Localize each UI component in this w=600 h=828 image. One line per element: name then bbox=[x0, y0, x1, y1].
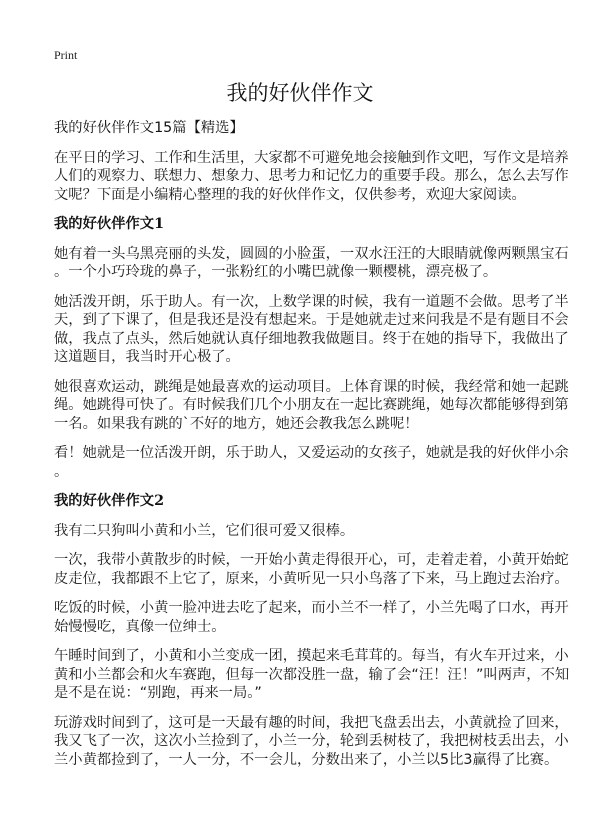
paragraph-line: 我又飞了一次，这次小兰捡到了，小兰一分，轮到丢树枝了，我把树枝丢出去，小 bbox=[54, 733, 569, 749]
paragraph-line: 。 bbox=[54, 463, 69, 480]
paragraph-line: 做，我点了点头，然后她就认真仔细地教我做题目。终于在她的指导下，我做出了 bbox=[54, 330, 569, 347]
section-heading: 我的好伙伴作文1 bbox=[54, 216, 165, 232]
print-link[interactable]: Print bbox=[54, 48, 78, 62]
section-heading: 我的好伙伴作文2 bbox=[54, 493, 165, 509]
page-title: 我的好伙伴作文 bbox=[226, 81, 374, 105]
paragraph-line: 她活泼开朗，乐于助人。有一次，上数学课的时候，我有一道题不会做。思考了半 bbox=[54, 293, 569, 310]
paragraph-line: 绳。她跳得可快了。有时候我们几个小朋友在一起比赛跳绳，她每次都能够得到第 bbox=[54, 397, 569, 413]
paragraph bbox=[54, 293, 569, 367]
paragraph-line: 看！她就是一位活泼开朗，乐于助人，又爱运动的女孩子，她就是我的好伙伴小余 bbox=[54, 445, 569, 461]
paragraph bbox=[54, 599, 569, 636]
paragraph-line: 黄和小兰都会和火车赛跑，但每一次都没胜一盘，输了会“汪！汪！”叫两声，不知 bbox=[54, 666, 570, 683]
paragraph-line: 皮走位，我都跟不上它了，原来，小黄听见一只小鸟落了下来，马上跑过去治疗。 bbox=[54, 570, 569, 587]
paragraph-line: 一次，我带小黄散步的时候，一开始小黄走得很开心，可，走着走着，小黄开始蛇 bbox=[54, 552, 569, 568]
paragraph bbox=[54, 149, 569, 205]
paragraph-line: 文呢？下面是小编精心整理的我的好伙伴作文，仅供参考，欢迎大家阅读。 bbox=[54, 186, 526, 203]
paragraph-line: 兰小黄都捡到了，一人一分，不一会儿，分数出来了，小兰以5比3赢得了比赛。 bbox=[54, 751, 559, 768]
article-subtitle: 我的好伙伴作文15篇【精选】 bbox=[54, 120, 244, 136]
paragraph-line: 。一个小巧玲珑的鼻子，一张粉红的小嘴巴就像一颗樱桃，漂亮极了。 bbox=[54, 264, 498, 280]
article-body bbox=[54, 119, 570, 769]
paragraph bbox=[54, 714, 569, 770]
paragraph-line: 玩游戏时间到了，这可是一天最有趣的时间，我把飞盘丢出去，小黄就捡了回来， bbox=[54, 714, 569, 731]
paragraph-line: 午睡时间到了，小黄和小兰变成一团，摸起来毛茸茸的。每当，有火车开过来，小 bbox=[54, 648, 569, 664]
paragraph bbox=[54, 378, 569, 434]
paragraph-line: 天，到了下课了，但是我还是没有想起来。于是她就走过来问我是不是有题目不会 bbox=[54, 312, 569, 328]
paragraph-line: 一名。如果我有跳的`不好的地方，她还会教我怎么跳呢！ bbox=[54, 415, 419, 432]
paragraph-line: 人们的观察力、联想力、想象力、思考力和记忆力的重要手段。那么，怎么去写作 bbox=[54, 168, 569, 184]
paragraph bbox=[54, 522, 544, 541]
paragraph-line: 在平日的学习、工作和生活里，大家都不可避免地会接触到作文吧，写作文是培养 bbox=[54, 149, 569, 166]
paragraph-line: 是不是在说：“别跑，再来一局。” bbox=[54, 685, 262, 701]
paragraph-line: 这道题目，我当时开心极了。 bbox=[54, 349, 240, 365]
paragraph-line: 她有着一头乌黑亮丽的头发，圆圆的小脸蛋，一双水汪汪的大眼睛就像两颗黑宝石 bbox=[54, 245, 569, 262]
paragraph bbox=[54, 444, 569, 481]
paragraph-line: 始慢慢吃，真像一位绅士。 bbox=[54, 618, 226, 635]
paragraph-line: 我有二只狗叫小黄和小兰，它们很可爱又很棒。 bbox=[54, 522, 355, 539]
paragraph bbox=[54, 551, 569, 588]
paragraph-line: 吃饭的时候，小黄一脸冲进去吃了起来，而小兰不一样了，小兰先喝了口水，再开 bbox=[54, 600, 569, 616]
paragraph-line: 她很喜欢运动，跳绳是她最喜欢的运动项目。上体育课的时候，我经常和她一起跳 bbox=[54, 378, 569, 395]
paragraph bbox=[54, 647, 570, 703]
paragraph bbox=[54, 245, 569, 282]
